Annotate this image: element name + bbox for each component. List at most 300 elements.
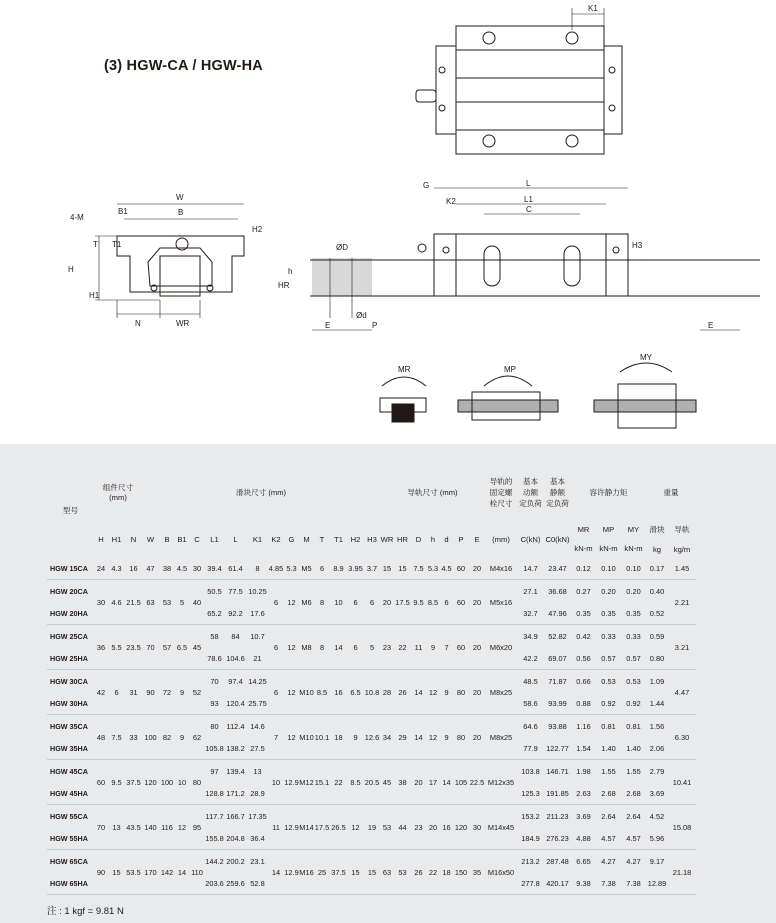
cell-k1: 25.75 (248, 698, 267, 708)
cell-h2: 3.95 (348, 563, 363, 573)
cell-wr: 15 (382, 563, 392, 573)
cell-l1: 80 (210, 721, 219, 731)
cell-mr: 0.56 (576, 653, 591, 663)
cell-k1: 28.9 (250, 788, 265, 798)
cell-t1: 37.5 (331, 867, 346, 877)
cell-d: 7 (444, 642, 449, 652)
cell-h1: 13 (112, 822, 121, 832)
cell-w: 90 (146, 687, 155, 697)
model-cell: HGW 55CA (50, 811, 88, 821)
cell-l1: 105.8 (205, 743, 224, 753)
label-wr: WR (176, 319, 190, 328)
label-mp: MP (504, 365, 516, 374)
cell-c0-kn: 211.23 (546, 811, 569, 821)
cell-hr: 22 (398, 642, 407, 652)
dynamic-load-header: 基本 动额 定负荷 (519, 476, 542, 508)
cell-rail-kgm: 21.18 (672, 867, 692, 877)
label-w: W (176, 193, 184, 202)
cell-c: 52 (192, 687, 202, 697)
column-header: K1 (252, 534, 263, 544)
column-header: N (130, 534, 137, 544)
cell-k1: 36.4 (250, 833, 265, 843)
cell-c-kn: 34.9 (523, 631, 538, 641)
cell-l1: 65.2 (207, 608, 222, 618)
cell-mr: 1.54 (576, 743, 591, 753)
cell-mr: 4.88 (576, 833, 591, 843)
cell-b: 53 (162, 597, 172, 607)
cell-c: 45 (192, 642, 202, 652)
cell-mr: 0.66 (576, 676, 591, 686)
cell-mr: 9.38 (576, 878, 591, 888)
cell-bolt: M6x20 (489, 642, 513, 652)
moment-mp-drawing (458, 376, 558, 420)
model-cell: HGW 30HA (50, 698, 88, 708)
cell-mr: 3.69 (576, 811, 591, 821)
cell-l: 92.2 (228, 608, 243, 618)
cell-bolt: M12x35 (487, 777, 515, 787)
cell-c: 30 (192, 563, 202, 573)
cell-bolt: M5x16 (489, 597, 513, 607)
model-cell: HGW 20CA (50, 586, 88, 596)
cell-w: 140 (144, 822, 157, 832)
cell-block-kg: 1.09 (649, 676, 665, 686)
cell-g: 12.9 (284, 867, 299, 877)
cell-t: 15.1 (314, 777, 330, 787)
technical-drawings (0, 0, 776, 444)
label-k2: K2 (446, 197, 456, 206)
column-header: L (233, 534, 238, 544)
cell-b: 100 (160, 777, 174, 787)
column-header: H3 (367, 534, 377, 544)
cell-h1: 7.5 (111, 732, 122, 742)
cell-c0-kn: 69.07 (548, 653, 567, 663)
cell-block-kg: 0.17 (649, 563, 665, 573)
cell-p: 150 (454, 867, 468, 877)
column-header: K2 (271, 534, 281, 544)
column-header-row (47, 521, 696, 557)
cell-rail-kgm: 6.30 (674, 732, 690, 742)
cell-t1: 18 (334, 732, 343, 742)
cell-block-kg: 0.59 (649, 631, 665, 641)
unit-note: 注 : 1 kgf = 9.81 N (47, 906, 124, 917)
cell-l1: 50.5 (207, 586, 222, 596)
column-header: WR (380, 534, 394, 544)
cell-l1: 155.8 (205, 833, 224, 843)
cell-l: 77.5 (228, 586, 243, 596)
cell-my: 0.35 (626, 608, 641, 618)
cell-t1: 26.5 (331, 822, 346, 832)
cell-c0-kn: 287.48 (546, 856, 569, 866)
label-g: G (423, 181, 430, 190)
cell-t1: 14 (334, 642, 343, 652)
label-h: H (68, 265, 74, 274)
cell-h3: 12.6 (364, 732, 380, 742)
cell-my: 7.38 (626, 878, 641, 888)
top-view-drawing (416, 8, 622, 154)
cell-l1: 128.8 (205, 788, 224, 798)
cell-b1: 6.5 (176, 642, 188, 652)
model-cell: HGW 30CA (50, 676, 88, 686)
spec-table-body (47, 557, 696, 895)
cell-t: 25 (317, 867, 327, 877)
cell-mp: 0.20 (601, 586, 616, 596)
cell-k2: 7 (273, 732, 279, 742)
label-h1: H1 (89, 291, 100, 300)
cell-d: 20 (414, 777, 423, 787)
cell-my: 4.27 (626, 856, 641, 866)
cell-h: 12 (428, 732, 438, 742)
cell-hr: 44 (398, 822, 407, 832)
model-cell: HGW 45HA (50, 788, 88, 798)
block-header: 滑块尺寸 (mm) (235, 487, 287, 497)
cell-h1: 4.3 (111, 563, 122, 573)
cell-wr: 20 (382, 597, 392, 607)
cell-mp: 0.33 (601, 631, 616, 641)
cell-w: 170 (144, 867, 157, 877)
cell-b1: 14 (177, 867, 187, 877)
cell-k1: 13 (253, 766, 262, 776)
cell-h: 36 (96, 642, 106, 652)
model-cell: HGW 35CA (50, 721, 88, 731)
cell-hr: 17.5 (395, 597, 410, 607)
label-h3: H3 (632, 241, 643, 250)
cell-h1: 9.5 (111, 777, 122, 787)
spec-table (47, 463, 696, 895)
cell-m: M5 (301, 563, 312, 573)
cell-mp: 2.68 (601, 788, 616, 798)
cell-d: 11 (414, 642, 423, 652)
cell-l: 139.4 (226, 766, 245, 776)
table-row (47, 805, 696, 828)
cell-n: 23.5 (126, 642, 141, 652)
cell-mr: 0.42 (576, 631, 591, 641)
cell-hr: 29 (398, 732, 407, 742)
table-row (47, 580, 696, 603)
column-header: C (194, 534, 200, 544)
cell-hr: 38 (398, 777, 407, 787)
column-header: h (430, 534, 436, 544)
cell-h3: 15 (367, 867, 377, 877)
cell-c-kn: 213.2 (521, 856, 540, 866)
cell-hr: 26 (398, 687, 407, 697)
column-header: 导轨 kg/m (673, 525, 691, 554)
column-header: L1 (210, 534, 219, 544)
cell-l: 138.2 (226, 743, 245, 753)
cell-c-kn: 153.2 (521, 811, 540, 821)
cell-h3: 19 (367, 822, 377, 832)
cell-c-kn: 64.6 (523, 721, 538, 731)
model-cell: HGW 25HA (50, 653, 88, 663)
cell-rail-kgm: 1.45 (674, 563, 690, 573)
cell-t: 17.5 (314, 822, 330, 832)
cell-k1: 14.25 (248, 676, 267, 686)
cell-c0-kn: 93.99 (548, 698, 567, 708)
cell-e: 20 (472, 597, 482, 607)
cell-my: 2.64 (626, 811, 641, 821)
rail-header: 导轨尺寸 (mm) (407, 487, 458, 497)
cell-mr: 1.98 (576, 766, 591, 776)
cell-block-kg: 1.56 (649, 721, 665, 731)
cell-g: 5.3 (286, 563, 297, 573)
cell-mp: 0.81 (601, 721, 616, 731)
cell-p: 120 (454, 822, 468, 832)
table-row (47, 625, 696, 648)
column-header: (mm) (492, 534, 510, 544)
cell-w: 120 (144, 777, 157, 787)
cell-mr: 0.35 (576, 608, 591, 618)
cell-h3: 5 (369, 642, 375, 652)
cell-rail-kgm: 15.08 (672, 822, 692, 832)
cell-my: 1.55 (626, 766, 641, 776)
cell-m: M10 (299, 732, 314, 742)
cell-k2: 11 (272, 822, 280, 832)
column-header: T (319, 534, 325, 544)
cell-b: 142 (160, 867, 174, 877)
cell-c0-kn: 71.87 (548, 676, 567, 686)
cell-wr: 34 (382, 732, 392, 742)
cell-mp: 4.27 (601, 856, 616, 866)
cell-p: 60 (456, 642, 466, 652)
weight-header: 重量 (663, 487, 679, 497)
cell-h: 12 (428, 687, 438, 697)
cell-n: 37.5 (126, 777, 141, 787)
cell-h: 17 (428, 777, 438, 787)
cell-c0-kn: 122.77 (546, 743, 569, 753)
cell-b1: 4.5 (176, 563, 188, 573)
cell-block-kg: 5.96 (649, 833, 665, 843)
cell-d: 7.5 (413, 563, 424, 573)
cell-h: 9 (430, 642, 436, 652)
cell-c-kn: 277.8 (521, 878, 540, 888)
cell-c0-kn: 146.71 (546, 766, 569, 776)
cell-m: M10 (299, 687, 314, 697)
cell-block-kg: 9.17 (649, 856, 665, 866)
cell-h2: 6 (353, 642, 358, 652)
cell-my: 0.33 (626, 631, 641, 641)
cell-k1: 17.6 (250, 608, 265, 618)
cell-h2: 6.5 (350, 687, 361, 697)
cell-l: 259.6 (226, 878, 245, 888)
cell-c0-kn: 47.96 (548, 608, 567, 618)
table-row (47, 850, 696, 873)
cell-c: 80 (192, 777, 202, 787)
cell-b1: 5 (179, 597, 185, 607)
cell-n: 43.5 (126, 822, 141, 832)
cell-w: 63 (146, 597, 155, 607)
cell-my: 0.10 (626, 563, 641, 573)
column-header: C(kN) (520, 534, 541, 544)
label-l1: L1 (524, 195, 533, 204)
cell-c-kn: 184.9 (521, 833, 540, 843)
cell-l: 84 (231, 631, 240, 641)
label-h2: H2 (252, 225, 263, 234)
cell-d: 6 (444, 597, 449, 607)
cell-c0-kn: 191.85 (546, 788, 569, 798)
cell-block-kg: 0.52 (649, 608, 665, 618)
cell-h: 90 (96, 867, 106, 877)
cell-p: 80 (456, 687, 466, 697)
cell-d: 4.5 (441, 563, 452, 573)
cell-h2: 15 (351, 867, 360, 877)
cell-k1: 21 (253, 653, 262, 663)
cell-e: 20 (472, 687, 482, 697)
cell-h: 42 (96, 687, 106, 697)
column-header: B1 (177, 534, 187, 544)
column-header: MR kN-m (574, 525, 593, 553)
cell-block-kg: 1.44 (649, 698, 665, 708)
cell-l: 104.6 (226, 653, 245, 663)
table-row (47, 715, 696, 738)
cell-block-kg: 0.80 (649, 653, 665, 663)
cell-mr: 0.27 (576, 586, 591, 596)
cell-c0-kn: 276.23 (546, 833, 569, 843)
cell-rail-kgm: 2.21 (674, 597, 690, 607)
cell-l1: 203.6 (205, 878, 224, 888)
cell-h: 30 (96, 597, 106, 607)
cell-g: 12.9 (284, 777, 299, 787)
cell-h1: 4.6 (111, 597, 122, 607)
cell-w: 100 (144, 732, 157, 742)
cell-h1: 15 (112, 867, 121, 877)
cell-t: 10.1 (314, 732, 330, 742)
cell-bolt: M14x45 (487, 822, 515, 832)
cell-n: 21.5 (126, 597, 141, 607)
cell-block-kg: 4.52 (649, 811, 665, 821)
cell-k1: 23.1 (250, 856, 265, 866)
cell-h2: 6 (353, 597, 358, 607)
column-header: P (458, 534, 464, 544)
moment-header: 容许静力矩 (589, 487, 628, 497)
cell-wr: 23 (382, 642, 392, 652)
cell-t1: 22 (334, 777, 343, 787)
cell-t1: 10 (334, 597, 343, 607)
cell-c-kn: 27.1 (523, 586, 538, 596)
cell-h: 20 (428, 822, 438, 832)
cell-b: 72 (162, 687, 172, 697)
label-hr: HR (278, 281, 290, 290)
column-header: 滑块 kg (649, 525, 665, 554)
model-cell: HGW 35HA (50, 743, 88, 753)
cell-d: 23 (414, 822, 423, 832)
cell-c0-kn: 23.47 (548, 563, 567, 573)
cell-h: 8.5 (427, 597, 439, 607)
cell-l: 200.2 (226, 856, 245, 866)
cell-mr: 0.88 (576, 698, 591, 708)
cell-hr: 15 (398, 563, 407, 573)
cell-h: 24 (96, 563, 106, 573)
label-b: B (178, 208, 184, 217)
cell-rail-kgm: 3.21 (674, 642, 690, 652)
label-l: L (526, 179, 531, 188)
static-load-header: 基本 静额 定负荷 (546, 476, 569, 508)
cell-h3: 6 (369, 597, 375, 607)
model-cell: HGW 65HA (50, 878, 88, 888)
cell-h: 70 (96, 822, 106, 832)
cell-l: 171.2 (226, 788, 245, 798)
cell-g: 12 (287, 597, 296, 607)
cell-k1: 10.25 (248, 586, 267, 596)
cell-h2: 8.5 (350, 777, 361, 787)
cell-h1: 5.5 (111, 642, 122, 652)
cell-mp: 0.10 (601, 563, 616, 573)
column-header: MP kN-m (599, 525, 618, 553)
moment-mr-drawing (380, 377, 426, 422)
cell-d: 18 (442, 867, 451, 877)
bolt-header: 导轨的 固定螺 栓尺寸 (489, 476, 513, 508)
cell-e: 20 (472, 642, 482, 652)
cell-n: 33 (129, 732, 138, 742)
cell-k2: 6 (273, 597, 279, 607)
cell-c: 40 (192, 597, 202, 607)
cell-g: 12.9 (284, 822, 299, 832)
assembly-header: 组件尺寸 (mm) (102, 483, 134, 502)
cell-e: 35 (472, 867, 482, 877)
cell-p: 60 (456, 597, 466, 607)
cell-wr: 45 (382, 777, 392, 787)
cell-mp: 0.92 (601, 698, 616, 708)
cell-bolt: M8x25 (489, 732, 513, 742)
cell-my: 2.68 (626, 788, 641, 798)
table-row (47, 760, 696, 783)
model-cell: HGW 65CA (50, 856, 88, 866)
model-cell: HGW 20HA (50, 608, 88, 618)
label-t: T (93, 240, 98, 249)
table-row (47, 670, 696, 693)
column-header: D (415, 534, 422, 544)
label-n: N (135, 319, 141, 328)
cell-d: 14 (414, 687, 423, 697)
cell-w: 47 (146, 563, 155, 573)
cell-b: 116 (161, 822, 173, 832)
moment-my-drawing (594, 363, 696, 428)
model-cell: HGW 15CA (50, 563, 88, 573)
cell-c-kn: 42.2 (523, 653, 538, 663)
cell-d: 9 (444, 687, 449, 697)
cell-p: 60 (456, 563, 466, 573)
label-k1-top: K1 (588, 4, 598, 13)
cell-e: 20 (472, 563, 482, 573)
cell-mp: 0.35 (601, 608, 616, 618)
column-header: H1 (111, 534, 122, 544)
cell-mp: 1.55 (601, 766, 616, 776)
table-row (47, 557, 696, 580)
cell-my: 0.53 (626, 676, 641, 686)
cell-d: 14 (414, 732, 423, 742)
column-header: MY kN-m (624, 525, 643, 553)
cell-n: 16 (129, 563, 138, 573)
cell-l1: 39.4 (207, 563, 222, 573)
cell-bolt: M16x50 (487, 867, 515, 877)
cell-e: 20 (472, 732, 482, 742)
cell-t: 8 (319, 642, 325, 652)
label-phi-d-small: Ød (356, 311, 367, 320)
label-my: MY (640, 353, 652, 362)
cell-block-kg: 12.89 (647, 878, 667, 888)
label-4m: 4-M (70, 213, 84, 222)
cell-c: 110 (191, 867, 203, 877)
label-e-right: E (708, 321, 714, 330)
cell-d: 16 (442, 822, 451, 832)
cell-mr: 6.65 (576, 856, 591, 866)
cell-h1: 6 (114, 687, 119, 697)
cell-k2: 10 (271, 777, 281, 787)
cell-my: 0.92 (626, 698, 641, 708)
cell-my: 0.57 (626, 653, 641, 663)
cell-h: 60 (96, 777, 106, 787)
cell-g: 12 (287, 732, 296, 742)
cell-wr: 28 (382, 687, 392, 697)
cell-l: 204.8 (226, 833, 245, 843)
